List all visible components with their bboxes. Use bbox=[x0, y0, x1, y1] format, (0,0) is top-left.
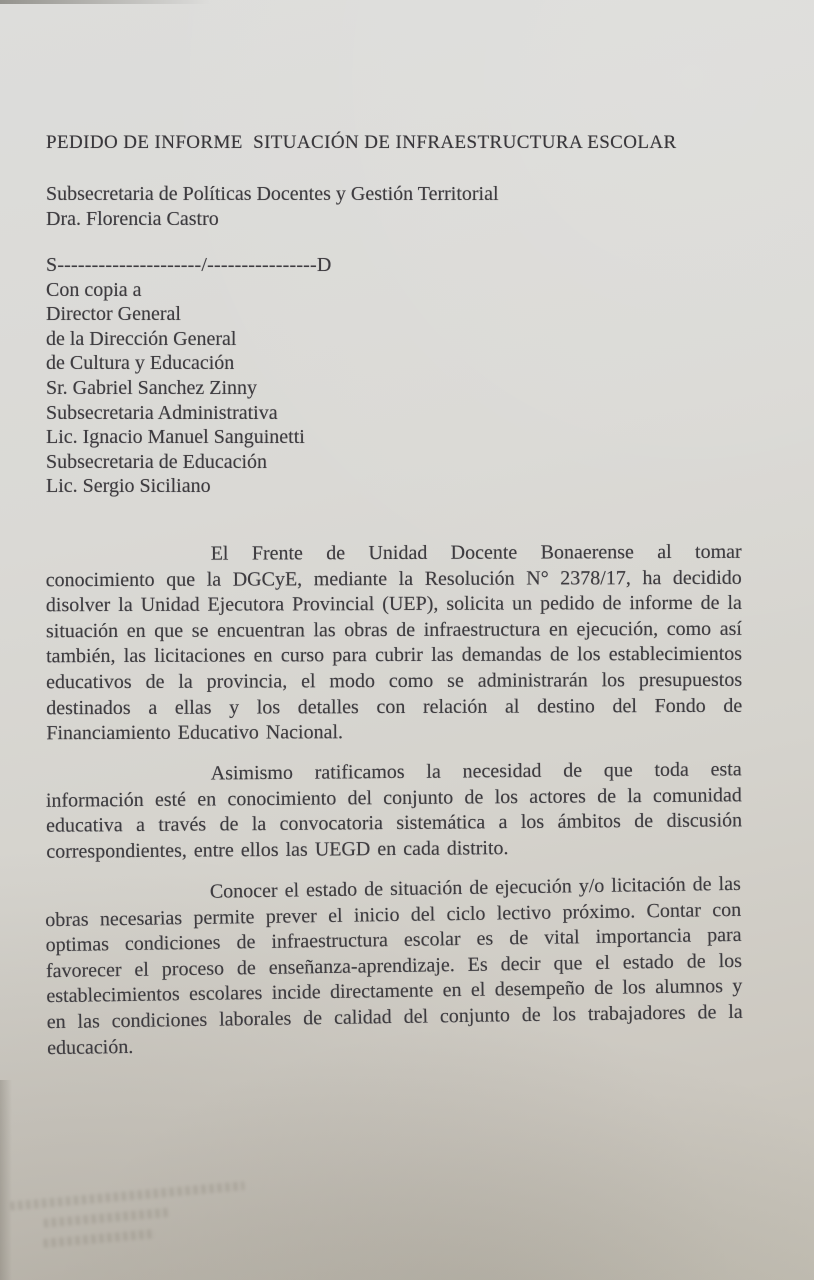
body-paragraph-3: Conocer el estado de situación de ejecución y/o licitación de las obras necesarias permite prever el inicio del ciclo lectivo próximo. Contar con optimas condiciones de infraestructura escolar es de vital importancia para favorecer el proceso de enseñanza-aprendizaje. Es decir que el estado de los establecimientos escolares incide directamente en el desempeño de los alumnos y en las condiciones laborales de calidad del conjunto de los trabajadores de la educación. bbox=[45, 872, 743, 1059]
bleed-through-line bbox=[43, 1229, 155, 1248]
recipient-line-name: Dra. Florencia Castro bbox=[46, 207, 219, 230]
page-title: PEDIDO DE INFORME SITUACIÓN DE INFRAESTRUCTURA ESCOLAR bbox=[46, 132, 677, 153]
photo-left-edge-shadow bbox=[0, 1080, 12, 1280]
copy-line-direccion-general: de la Dirección General bbox=[46, 327, 237, 350]
copy-line-subsecretaria-educacion: Subsecretaria de Educación bbox=[46, 450, 268, 473]
copy-line-con-copia: Con copia a bbox=[46, 278, 142, 301]
body-paragraph-2: Asimismo ratificamos la necesidad de que toda esta información esté en conocimiento del conjunto de los actores de la comunidad educativa a través de la convocatoria sistemática a los ámbitos de discusión correspondientes, entre ellos las UEGD en cada distrito. bbox=[45, 757, 743, 863]
copy-line-cultura-educacion: de Cultura y Educación bbox=[46, 352, 235, 375]
copy-line-sanguinetti: Lic. Ignacio Manuel Sanguinetti bbox=[46, 426, 305, 449]
copy-line-director-general: Director General bbox=[46, 303, 181, 326]
letter-sheet bbox=[45, 0, 743, 1059]
copy-line-siciliano: Lic. Sergio Siciliano bbox=[46, 475, 211, 498]
copy-line-subsecretaria-administrativa: Subsecretaria Administrativa bbox=[46, 401, 278, 424]
recipient-block bbox=[46, 182, 742, 231]
salutation-line: S---------------------/----------------D bbox=[46, 254, 332, 276]
recipient-line-office: Subsecretaria de Políticas Docentes y Gestión Territorial bbox=[46, 183, 499, 205]
salutation-and-copy-block bbox=[46, 253, 742, 499]
bleed-through-line bbox=[44, 1208, 169, 1228]
copy-line-sanchez-zinny: Sr. Gabriel Sanchez Zinny bbox=[46, 376, 258, 399]
bleed-through-line bbox=[10, 1181, 245, 1210]
bleed-through-marks bbox=[10, 1179, 279, 1262]
body-paragraph-1: El Frente de Unidad Docente Bonaerense al tomar conocimiento que la DGCyE, mediante la Resolución N° 2378/17, ha decidido disolver la Unidad Ejecutora Provincial (UEP), solicita un pedido de informe de la situación en que se encuentran las obras de infraestructura en ejecución, como así también, las licitaciones en curso para cubrir las demandas de los establecimientos educativos de la provincia, el modo como se administrarán los presupuestos destinados a ellas y los detalles con relación al destino del Fondo de Financiamiento Educativo Nacional. bbox=[45, 540, 743, 745]
